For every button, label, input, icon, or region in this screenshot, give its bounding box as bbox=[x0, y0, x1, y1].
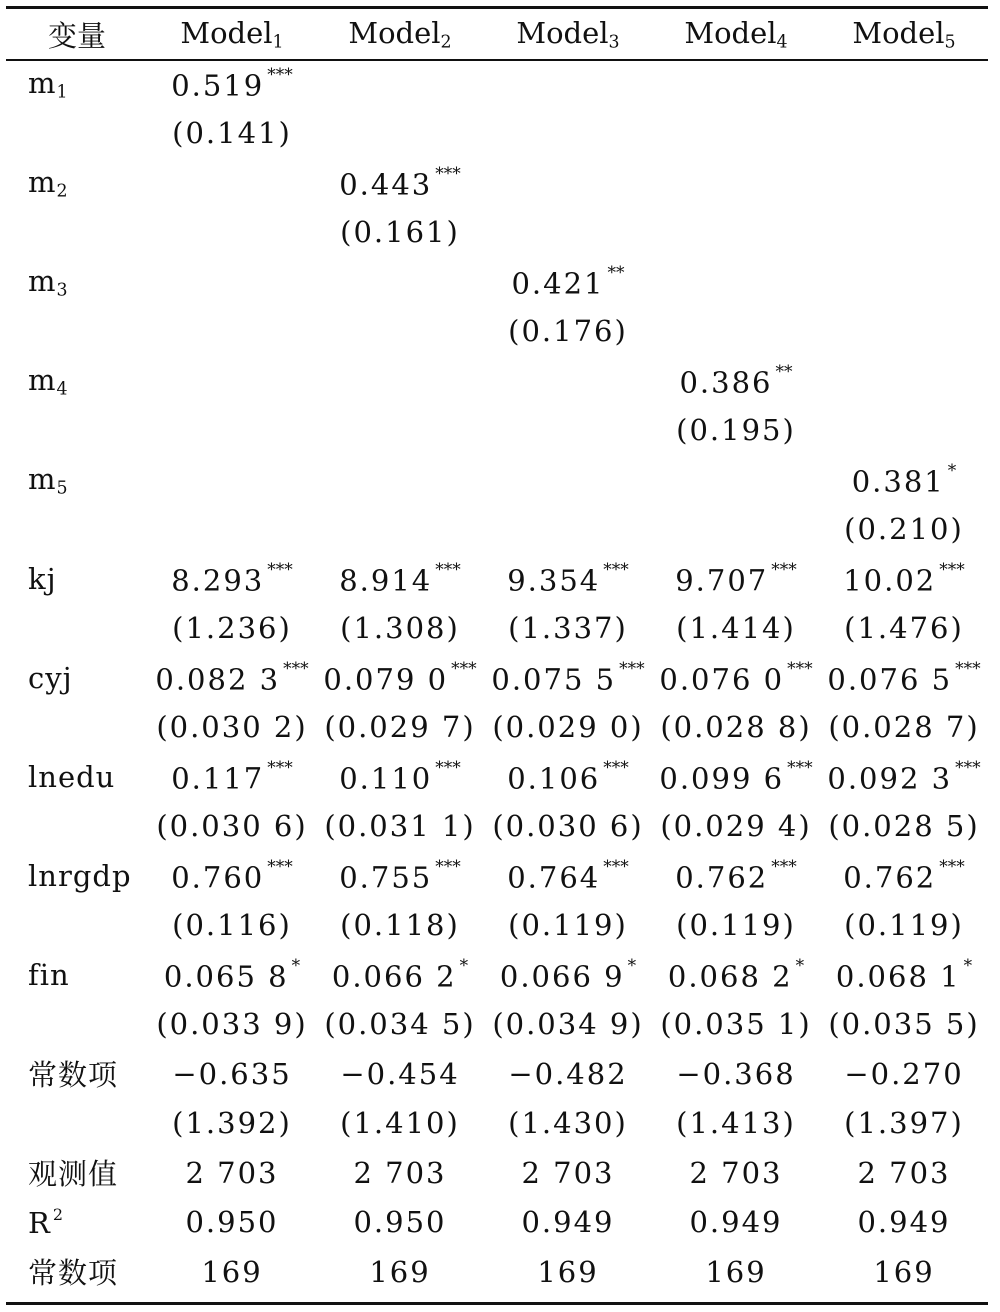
significance-stars: *** bbox=[955, 758, 981, 779]
coefficient-cell: 0.519 *** bbox=[171, 65, 293, 103]
std-error-cell: (0.028 8) bbox=[660, 710, 812, 745]
significance-stars: *** bbox=[771, 560, 797, 581]
std-error-cell bbox=[148, 208, 316, 258]
model-header: Model$_1$ bbox=[180, 15, 284, 53]
variable-column-header: 变量 bbox=[47, 18, 106, 53]
std-error-cell: (1.308) bbox=[340, 611, 460, 646]
significance-stars: * bbox=[291, 956, 301, 977]
coefficient-cell: 0.092 3 *** bbox=[827, 758, 981, 796]
coefficient-cell: 10.02 *** bbox=[843, 560, 965, 598]
coefficient-row bbox=[6, 950, 988, 1000]
statistic-value: 2 703 bbox=[521, 1155, 615, 1190]
significance-stars: * bbox=[795, 956, 805, 977]
std-error-cell: (0.195) bbox=[676, 413, 796, 448]
std-error-cell: (0.030 6) bbox=[492, 809, 644, 844]
coefficient-cell: 0.066 9 * bbox=[499, 956, 637, 994]
significance-stars: *** bbox=[451, 659, 477, 680]
coefficient-cell bbox=[652, 158, 820, 208]
regression-table bbox=[6, 9, 988, 1297]
std-error-cell bbox=[652, 208, 820, 258]
significance-stars: *** bbox=[955, 659, 981, 680]
variable-name: $m_4$ bbox=[28, 362, 68, 399]
statistic-row bbox=[6, 1247, 988, 1297]
std-error-cell: (0.028 5) bbox=[828, 809, 980, 844]
coefficient-cell: 0.760 *** bbox=[171, 857, 293, 895]
coefficient-row bbox=[6, 554, 988, 604]
std-error-cell bbox=[484, 505, 652, 555]
std-error-row bbox=[6, 406, 988, 456]
statistic-value: 169 bbox=[873, 1254, 935, 1289]
statistic-row bbox=[6, 1198, 988, 1248]
coefficient-row bbox=[6, 653, 988, 703]
coefficient-cell bbox=[820, 59, 988, 109]
empty-cell bbox=[6, 505, 148, 555]
coefficient-cell bbox=[484, 356, 652, 406]
significance-stars: * bbox=[459, 956, 469, 977]
coefficient-cell: −0.368 bbox=[676, 1056, 796, 1091]
std-error-cell: (0.033 9) bbox=[156, 1007, 308, 1042]
coefficient-cell: 0.762 *** bbox=[675, 857, 797, 895]
table-body bbox=[6, 59, 988, 1297]
coefficient-cell bbox=[148, 158, 316, 208]
std-error-cell: (0.141) bbox=[172, 116, 292, 151]
std-error-row bbox=[6, 604, 988, 654]
coefficient-cell: −0.635 bbox=[172, 1056, 292, 1091]
model-header: Model$_2$ bbox=[348, 15, 452, 53]
significance-stars: *** bbox=[267, 65, 293, 86]
coefficient-cell: 0.068 1 * bbox=[835, 956, 973, 994]
std-error-cell bbox=[316, 505, 484, 555]
std-error-cell: (0.035 1) bbox=[660, 1007, 812, 1042]
coefficient-cell: −0.482 bbox=[508, 1056, 628, 1091]
std-error-cell: (0.034 9) bbox=[492, 1007, 644, 1042]
significance-stars: *** bbox=[603, 560, 629, 581]
coefficient-row bbox=[6, 257, 988, 307]
std-error-cell: (1.337) bbox=[508, 611, 628, 646]
std-error-cell: (0.119) bbox=[508, 908, 628, 943]
significance-stars: *** bbox=[771, 857, 797, 878]
std-error-row bbox=[6, 802, 988, 852]
statistic-value: 169 bbox=[705, 1254, 767, 1289]
coefficient-row bbox=[6, 1049, 988, 1099]
coefficient-cell bbox=[316, 59, 484, 109]
variable-name: $m_2$ bbox=[28, 164, 68, 201]
significance-stars: *** bbox=[435, 758, 461, 779]
coefficient-cell bbox=[316, 356, 484, 406]
statistic-value: 0.949 bbox=[689, 1205, 783, 1240]
std-error-cell bbox=[316, 109, 484, 159]
coefficient-cell: 8.914 *** bbox=[339, 560, 461, 598]
coefficient-cell bbox=[316, 257, 484, 307]
coefficient-row bbox=[6, 752, 988, 802]
coefficient-cell: 0.076 0 *** bbox=[659, 659, 813, 697]
std-error-cell bbox=[652, 109, 820, 159]
variable-name: kj bbox=[28, 561, 57, 596]
empty-cell bbox=[6, 307, 148, 357]
std-error-row bbox=[6, 1000, 988, 1050]
coefficient-cell: −0.454 bbox=[340, 1056, 460, 1091]
model-header: Model$_3$ bbox=[516, 15, 620, 53]
coefficient-cell: 0.066 2 * bbox=[331, 956, 469, 994]
variable-name: $m_1$ bbox=[28, 65, 68, 102]
std-error-cell: (0.029 0) bbox=[492, 710, 644, 745]
statistic-label: 常数项 bbox=[28, 1256, 119, 1291]
std-error-cell: (0.030 2) bbox=[156, 710, 308, 745]
coefficient-cell: 9.707 *** bbox=[675, 560, 797, 598]
header-row bbox=[6, 9, 988, 59]
std-error-cell bbox=[484, 406, 652, 456]
std-error-row bbox=[6, 901, 988, 951]
empty-cell bbox=[6, 1000, 148, 1050]
empty-cell bbox=[6, 703, 148, 753]
statistic-label: 观测值 bbox=[28, 1157, 119, 1192]
coefficient-cell: 0.421 ** bbox=[511, 263, 625, 301]
coefficient-cell: 0.755 *** bbox=[339, 857, 461, 895]
significance-stars: *** bbox=[787, 659, 813, 680]
std-error-cell: (0.119) bbox=[676, 908, 796, 943]
statistic-value: 0.950 bbox=[353, 1205, 447, 1240]
std-error-cell: (1.414) bbox=[676, 611, 796, 646]
variable-name: lnedu bbox=[28, 759, 116, 794]
std-error-row bbox=[6, 505, 988, 555]
coefficient-cell: 0.762 *** bbox=[843, 857, 965, 895]
std-error-cell: (1.236) bbox=[172, 611, 292, 646]
coefficient-cell bbox=[652, 59, 820, 109]
coefficient-row bbox=[6, 851, 988, 901]
coefficient-cell: 0.099 6 *** bbox=[659, 758, 813, 796]
coefficient-cell bbox=[820, 356, 988, 406]
statistic-value: 2 703 bbox=[689, 1155, 783, 1190]
std-error-cell: (0.034 5) bbox=[324, 1007, 476, 1042]
empty-cell bbox=[6, 604, 148, 654]
std-error-cell: (0.210) bbox=[844, 512, 964, 547]
significance-stars: *** bbox=[435, 164, 461, 185]
variable-name: lnrgdp bbox=[28, 858, 132, 893]
std-error-cell: (0.176) bbox=[508, 314, 628, 349]
significance-stars: *** bbox=[435, 560, 461, 581]
coefficient-cell bbox=[652, 455, 820, 505]
coefficient-row bbox=[6, 455, 988, 505]
std-error-cell: (0.035 5) bbox=[828, 1007, 980, 1042]
variable-name: $m_5$ bbox=[28, 461, 68, 498]
significance-stars: * bbox=[627, 956, 637, 977]
significance-stars: *** bbox=[267, 560, 293, 581]
coefficient-row bbox=[6, 356, 988, 406]
significance-stars: *** bbox=[603, 857, 629, 878]
std-error-cell: (1.397) bbox=[844, 1106, 964, 1141]
std-error-cell bbox=[148, 307, 316, 357]
statistic-value: 0.950 bbox=[185, 1205, 279, 1240]
std-error-row bbox=[6, 307, 988, 357]
std-error-cell: (1.413) bbox=[676, 1106, 796, 1141]
std-error-cell bbox=[484, 109, 652, 159]
statistic-value: 169 bbox=[201, 1254, 263, 1289]
statistic-value: 169 bbox=[537, 1254, 599, 1289]
significance-stars: *** bbox=[267, 758, 293, 779]
significance-stars: *** bbox=[267, 857, 293, 878]
empty-cell bbox=[6, 802, 148, 852]
std-error-row bbox=[6, 703, 988, 753]
significance-stars: *** bbox=[435, 857, 461, 878]
coefficient-cell bbox=[148, 257, 316, 307]
empty-cell bbox=[6, 109, 148, 159]
empty-cell bbox=[6, 406, 148, 456]
empty-cell bbox=[6, 208, 148, 258]
coefficient-cell: −0.270 bbox=[844, 1056, 964, 1091]
coefficient-cell: 0.764 *** bbox=[507, 857, 629, 895]
std-error-cell: (0.029 7) bbox=[324, 710, 476, 745]
coefficient-row bbox=[6, 59, 988, 109]
std-error-cell bbox=[148, 406, 316, 456]
coefficient-cell bbox=[820, 257, 988, 307]
std-error-cell: (1.410) bbox=[340, 1106, 460, 1141]
coefficient-cell bbox=[484, 455, 652, 505]
coefficient-cell bbox=[652, 257, 820, 307]
coefficient-cell: 0.110 *** bbox=[339, 758, 461, 796]
std-error-cell bbox=[316, 406, 484, 456]
std-error-cell: (0.029 4) bbox=[660, 809, 812, 844]
coefficient-cell: 9.354 *** bbox=[507, 560, 629, 598]
significance-stars: ** bbox=[775, 362, 793, 383]
coefficient-cell: 0.381 * bbox=[851, 461, 957, 499]
coefficient-cell: 0.075 5 *** bbox=[491, 659, 645, 697]
std-error-cell: (0.161) bbox=[340, 215, 460, 250]
coefficient-cell bbox=[148, 455, 316, 505]
model-header: Model$_4$ bbox=[684, 15, 788, 53]
variable-name: 常数项 bbox=[28, 1058, 119, 1093]
coefficient-cell: 0.076 5 *** bbox=[827, 659, 981, 697]
variable-name: cyj bbox=[28, 660, 73, 695]
significance-stars: ** bbox=[607, 263, 625, 284]
significance-stars: *** bbox=[283, 659, 309, 680]
std-error-cell bbox=[316, 307, 484, 357]
coefficient-cell: 0.106 *** bbox=[507, 758, 629, 796]
statistic-row bbox=[6, 1148, 988, 1198]
coefficient-cell: 0.079 0 *** bbox=[323, 659, 477, 697]
statistic-value: 0.949 bbox=[857, 1205, 951, 1240]
significance-stars: *** bbox=[787, 758, 813, 779]
significance-stars: * bbox=[963, 956, 973, 977]
coefficient-cell bbox=[484, 59, 652, 109]
coefficient-cell bbox=[316, 455, 484, 505]
std-error-cell: (0.028 7) bbox=[828, 710, 980, 745]
statistic-value: 0.949 bbox=[521, 1205, 615, 1240]
empty-cell bbox=[6, 901, 148, 951]
significance-stars: *** bbox=[603, 758, 629, 779]
std-error-cell: (1.476) bbox=[844, 611, 964, 646]
std-error-cell bbox=[652, 307, 820, 357]
std-error-cell bbox=[820, 406, 988, 456]
std-error-row bbox=[6, 1099, 988, 1149]
significance-stars: *** bbox=[619, 659, 645, 680]
std-error-cell: (0.030 6) bbox=[156, 809, 308, 844]
empty-cell bbox=[6, 1099, 148, 1149]
variable-name: fin bbox=[28, 957, 70, 992]
coefficient-cell: 0.065 8 * bbox=[163, 956, 301, 994]
coefficient-cell: 0.082 3 *** bbox=[155, 659, 309, 697]
coefficient-cell: 8.293 *** bbox=[171, 560, 293, 598]
coefficient-row bbox=[6, 158, 988, 208]
std-error-cell: (0.031 1) bbox=[324, 809, 476, 844]
std-error-cell bbox=[484, 208, 652, 258]
std-error-row bbox=[6, 109, 988, 159]
coefficient-cell: 0.117 *** bbox=[171, 758, 293, 796]
model-header: Model$_5$ bbox=[852, 15, 956, 53]
coefficient-cell bbox=[148, 356, 316, 406]
std-error-cell bbox=[148, 505, 316, 555]
significance-stars: *** bbox=[939, 560, 965, 581]
std-error-cell bbox=[820, 307, 988, 357]
significance-stars: * bbox=[947, 461, 957, 482]
statistic-value: 169 bbox=[369, 1254, 431, 1289]
coefficient-cell: 0.068 2 * bbox=[667, 956, 805, 994]
significance-stars: *** bbox=[939, 857, 965, 878]
std-error-cell: (0.116) bbox=[172, 908, 292, 943]
coefficient-cell bbox=[484, 158, 652, 208]
std-error-cell: (1.430) bbox=[508, 1106, 628, 1141]
std-error-cell bbox=[652, 505, 820, 555]
bottom-rule bbox=[6, 1302, 988, 1305]
statistic-value: 2 703 bbox=[185, 1155, 279, 1190]
statistic-value: 2 703 bbox=[353, 1155, 447, 1190]
std-error-cell: (1.392) bbox=[172, 1106, 292, 1141]
std-error-cell bbox=[820, 109, 988, 159]
coefficient-cell: 0.443 *** bbox=[339, 164, 461, 202]
std-error-cell bbox=[820, 208, 988, 258]
statistic-label: R $^2$ bbox=[28, 1204, 63, 1240]
std-error-row bbox=[6, 208, 988, 258]
std-error-cell: (0.119) bbox=[844, 908, 964, 943]
std-error-cell: (0.118) bbox=[340, 908, 460, 943]
coefficient-cell: 0.386 ** bbox=[679, 362, 793, 400]
variable-name: $m_3$ bbox=[28, 263, 68, 300]
statistic-value: 2 703 bbox=[857, 1155, 951, 1190]
coefficient-cell bbox=[820, 158, 988, 208]
